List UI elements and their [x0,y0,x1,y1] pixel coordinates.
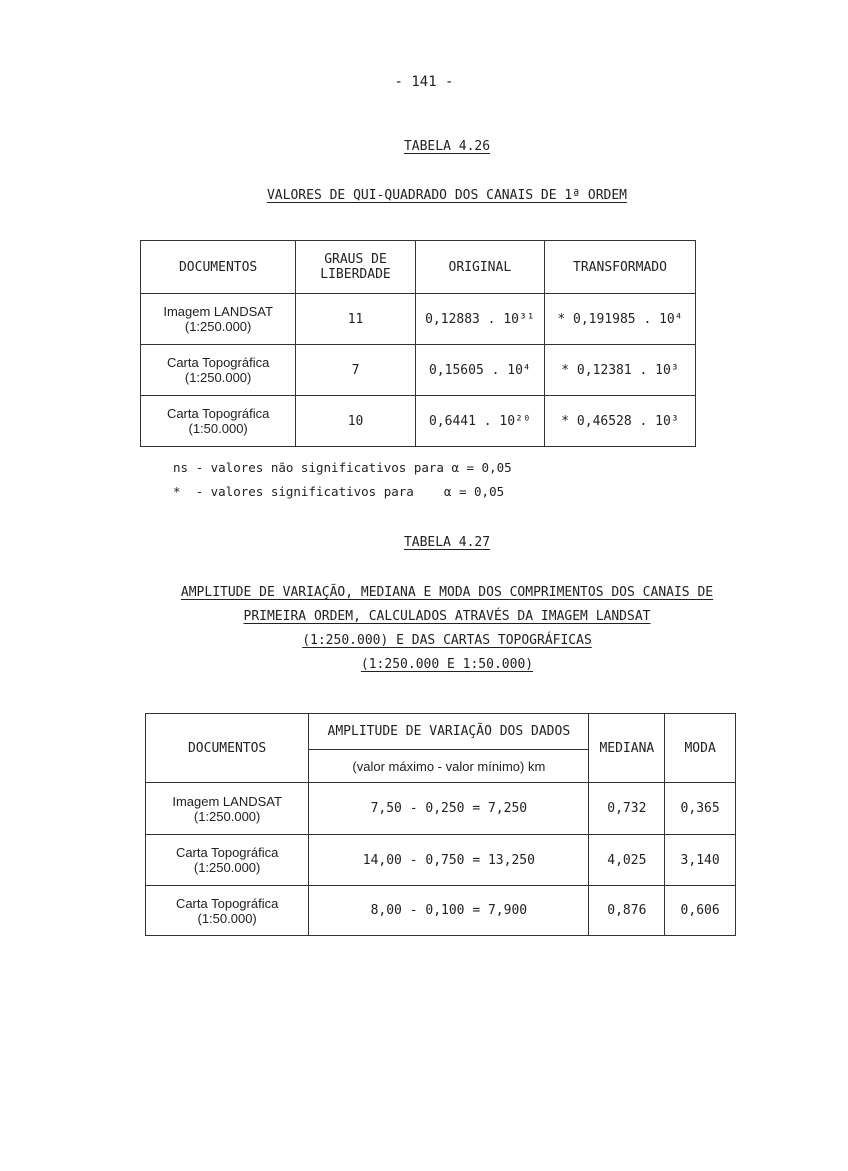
table-row [146,886,736,936]
row-graus: 7 [296,345,416,396]
table-row [146,783,736,835]
table-row [141,396,696,447]
row-amplitude: 14,00 - 0,750 = 13,250 [309,835,589,886]
row-document: Imagem LANDSAT (1:250.000) [146,783,309,835]
col-header-mediana: MEDIANA [589,714,665,783]
table-row [141,345,696,396]
col-header-graus: GRAUS DE LIBERDADE [296,241,416,294]
col-header-documentos: DOCUMENTOS [141,241,296,294]
row-mediana: 4,025 [589,835,665,886]
row-original: 0,15605 . 10⁴ [415,345,544,396]
amplitude-table [145,713,736,936]
table-label: TABELA 4.27 [403,535,491,550]
table-row [146,835,736,886]
row-document: Carta Topográfica (1:250.000) [146,835,309,886]
table-title-line: PRIMEIRA ORDEM, CALCULADOS ATRAVÉS DA IMAGEM LANDSAT [243,609,651,624]
row-moda: 0,365 [665,783,736,835]
row-graus: 10 [296,396,416,447]
chi-square-table [140,240,696,447]
row-moda: 3,140 [665,835,736,886]
col-header-documentos: DOCUMENTOS [146,714,309,783]
table-label: TABELA 4.26 [403,139,491,154]
row-document: Imagem LANDSAT (1:250.000) [141,294,296,345]
row-amplitude: 8,00 - 0,100 = 7,900 [309,886,589,936]
row-amplitude: 7,50 - 0,250 = 7,250 [309,783,589,835]
col-header-moda: MODA [665,714,736,783]
row-document: Carta Topográfica (1:50.000) [146,886,309,936]
row-document: Carta Topográfica (1:50.000) [141,396,296,447]
table-title-line: AMPLITUDE DE VARIAÇÃO, MEDIANA E MODA DOS COMPRIMENTOS DOS CANAIS DE [180,585,714,600]
table-title: VALORES DE QUI-QUADRADO DOS CANAIS DE 1ª ORDEM [266,188,628,203]
row-transformado: * 0,12381 . 10³ [544,345,695,396]
table-row [141,294,696,345]
col-header-original: ORIGINAL [415,241,544,294]
row-transformado: * 0,46528 . 10³ [544,396,695,447]
col-header-amplitude: AMPLITUDE DE VARIAÇÃO DOS DADOS [309,714,589,750]
row-graus: 11 [296,294,416,345]
table-title [0,581,848,677]
page-number: - 141 - [394,74,454,90]
row-document: Carta Topográfica (1:250.000) [141,345,296,396]
col-header-transformado: TRANSFORMADO [544,241,695,294]
table-title-line: (1:250.000 E 1:50.000) [360,657,534,672]
note-significant: * - valores significativos para α = 0,05 [173,484,505,499]
col-header-amplitude-sub: (valor máximo - valor mínimo) km [309,750,589,783]
row-original: 0,6441 . 10²⁰ [415,396,544,447]
table-title-line: (1:250.000) E DAS CARTAS TOPOGRÁFICAS [302,633,592,648]
row-transformado: * 0,191985 . 10⁴ [544,294,695,345]
row-mediana: 0,732 [589,783,665,835]
row-moda: 0,606 [665,886,736,936]
note-ns: ns - valores não significativos para α = 0,05 [173,460,512,475]
row-original: 0,12883 . 10³¹ [415,294,544,345]
row-mediana: 0,876 [589,886,665,936]
